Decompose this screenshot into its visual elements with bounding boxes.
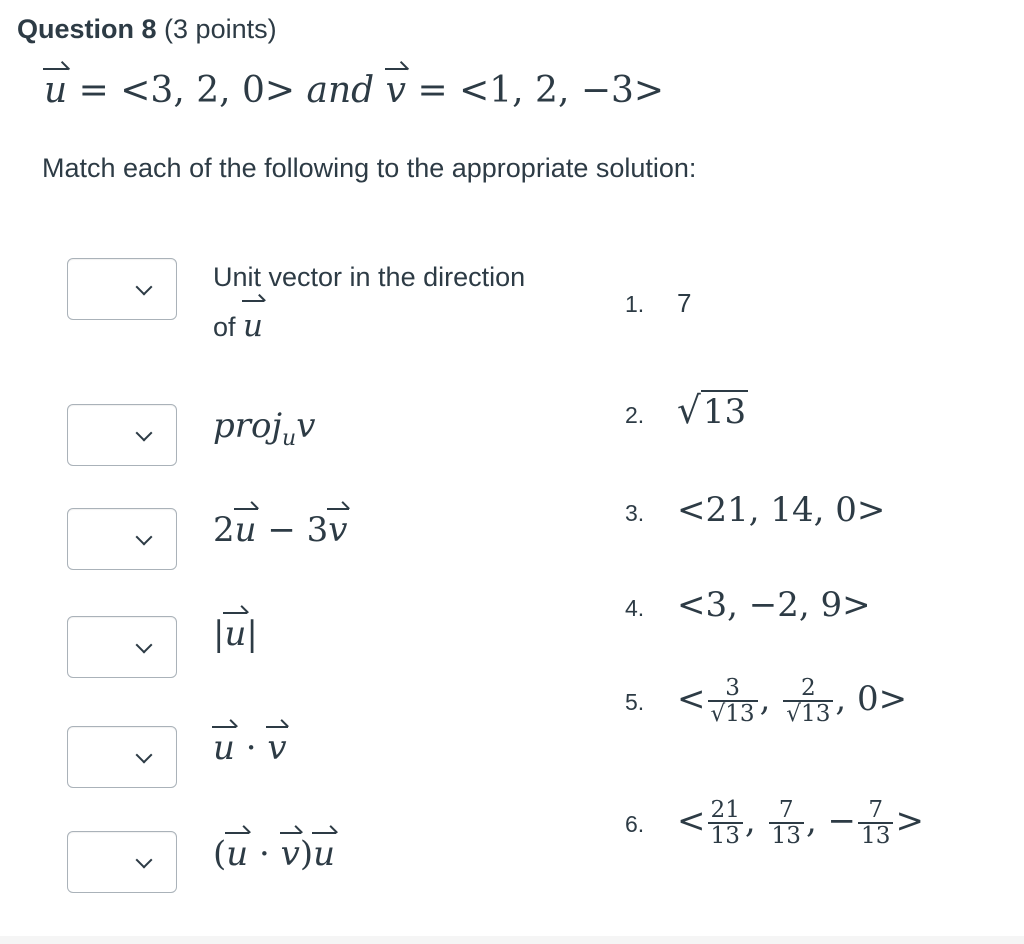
prompt-dot-product (213, 728, 287, 768)
coef-2: 2 (213, 510, 235, 550)
abs-bar-right: | (246, 614, 258, 654)
paren-right: ) (299, 834, 314, 874)
numerator: 7 (778, 797, 794, 823)
fraction (769, 798, 804, 849)
fraction: $\frac{2}{√13}$ (783, 676, 833, 727)
denominator: 13 (708, 822, 743, 848)
and-word: and (295, 70, 386, 111)
chevron-down-icon (136, 279, 153, 296)
option-number: 1. (625, 291, 645, 317)
vector-u: u (313, 834, 335, 874)
vector-v: v (328, 510, 348, 550)
denominator: 13 (858, 822, 893, 848)
option-5 (625, 676, 907, 727)
fraction: $\frac{3}{√13}$ (708, 676, 758, 727)
option-2 (625, 388, 748, 432)
vector-v: v (280, 834, 300, 874)
paren-left: ( (213, 834, 227, 874)
option-projection-vector (677, 797, 924, 850)
match-select-2[interactable] (67, 404, 177, 466)
option-1 (625, 288, 691, 319)
chevron-down-icon (136, 852, 153, 869)
option-text: <21, 14, 0> (677, 490, 886, 530)
vector-v: v (267, 728, 287, 768)
option-number: 2. (625, 402, 645, 428)
prompt-unit-vector (213, 253, 525, 352)
abs-bar-left: | (213, 614, 225, 654)
numerator: 21 (710, 797, 740, 823)
separator: , − (805, 801, 857, 842)
proj-tail: v (296, 406, 316, 446)
angle-open: < (677, 679, 706, 720)
v-value: <1, 2, −3> (459, 70, 665, 111)
denominator: 13 (769, 822, 804, 848)
option-unit-vector (677, 675, 908, 728)
radicand: 13 (702, 392, 747, 432)
vector-u: u (226, 834, 249, 874)
question-title: Question 8 (17, 14, 157, 44)
numerator: 2 (800, 675, 816, 701)
option-sqrt-13: √13 (677, 388, 747, 432)
proj-label: proj (213, 406, 283, 446)
prompt-label-of: of (213, 312, 236, 342)
match-select-3[interactable] (67, 508, 177, 570)
option-4 (625, 585, 871, 625)
prompt-magnitude (213, 614, 258, 654)
separator: , (744, 801, 767, 842)
vector-u: u (243, 302, 263, 351)
fraction (708, 798, 743, 849)
prompt-linear-combination (213, 510, 348, 550)
angle-open: < (677, 801, 706, 842)
proj-subscript: u (282, 425, 297, 451)
vector-u: u (234, 510, 257, 550)
option-text: 7 (677, 288, 692, 318)
option-3 (625, 490, 885, 530)
question-points: (3 points) (164, 14, 277, 44)
chevron-down-icon (136, 637, 153, 654)
denominator: 13 (725, 701, 755, 728)
instruction-text: Match each of the following to the appropriate solution: (42, 153, 697, 183)
u-value: <3, 2, 0> (120, 70, 296, 111)
option-text: <3, −2, 9> (677, 585, 871, 625)
prompt-label: Unit vector in the direction (213, 262, 526, 292)
option-number: 4. (625, 595, 645, 621)
prompt-projection (213, 406, 315, 451)
separator: , (759, 679, 782, 720)
numerator: 7 (868, 797, 884, 823)
chevron-down-icon (136, 529, 153, 546)
fraction (858, 798, 893, 849)
option-6 (625, 798, 924, 849)
page-bottom-bar (0, 936, 1024, 944)
equals-sign: = (78, 70, 121, 111)
dot-operator: · (248, 834, 281, 874)
vector-v: v (385, 70, 407, 111)
prompt-scaled-u (213, 834, 335, 874)
match-select-4[interactable] (67, 616, 177, 678)
vector-u: u (224, 614, 247, 654)
denominator: 13 (801, 701, 831, 728)
given-vectors (44, 70, 664, 111)
vector-u: u (44, 70, 68, 111)
angle-close: , 0> (835, 679, 908, 720)
option-number: 3. (625, 500, 645, 526)
numerator: 3 (725, 675, 740, 701)
option-number: 5. (625, 689, 645, 716)
match-select-1[interactable] (67, 258, 177, 320)
equals-sign: = (417, 70, 460, 111)
chevron-down-icon (136, 747, 153, 764)
angle-close: > (895, 801, 924, 842)
minus-3: − 3 (256, 510, 329, 550)
vector-u: u (213, 728, 235, 768)
chevron-down-icon (136, 425, 153, 442)
match-select-5[interactable] (67, 726, 177, 788)
match-select-6[interactable] (67, 831, 177, 893)
question-header (17, 14, 277, 45)
option-number: 6. (625, 811, 645, 838)
dot-operator: · (234, 728, 268, 768)
